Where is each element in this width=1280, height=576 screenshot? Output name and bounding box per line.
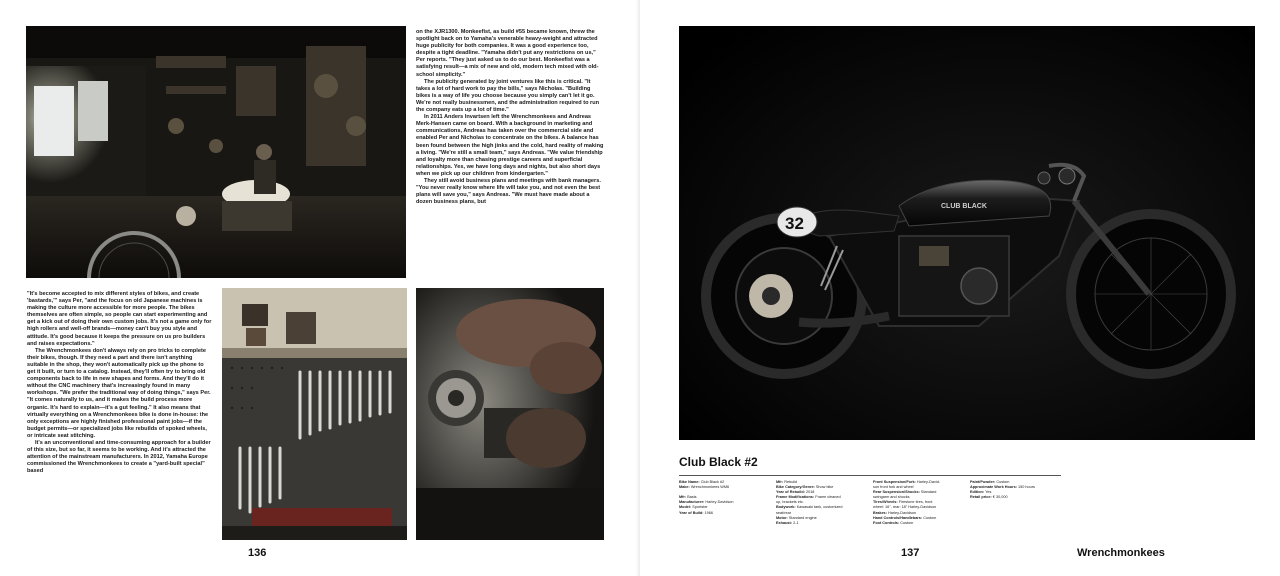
- spec-value: Standard: [920, 490, 937, 495]
- spec-value: 2-1: [793, 520, 799, 525]
- spec-value: Firestone tires, front: [898, 500, 933, 505]
- spec-value: € 30,000: [992, 495, 1008, 500]
- spec-label: Bike Category/Genre:: [776, 485, 816, 490]
- paragraph: "It's become accepted to mix different styles of bikes, and create 'bastards,'" says Per, "and the focus on old Japanese machines is making the culture more accessible for more people. The bikes themselves are often simple, so people can start experimenting and get a kick out of doing their own custom jobs. It's not a game only for high rollers and well-off brands—money can't buy you style and attitude. It's good because it keeps the pressure on us pro builders and raises expectations.": [27, 291, 212, 347]
- body-text-column-right: [416, 29, 604, 206]
- spec-row: [873, 521, 965, 526]
- spec-value: 2018: [805, 490, 815, 495]
- spec-value: Standard engine: [788, 515, 817, 520]
- spec-label: Mfr:: [776, 480, 785, 484]
- spec-label: Foot Controls:: [873, 520, 901, 525]
- spec-column: [970, 480, 1062, 500]
- spec-label: Frame Modifications:: [776, 495, 816, 500]
- spec-value: Rebuild: [784, 480, 798, 484]
- body-text-column-left: [27, 291, 213, 475]
- spec-value: 1966: [704, 510, 713, 515]
- spec-column: [776, 480, 868, 526]
- spec-value: wheel: 16", rear: 18" Harley-Davidson: [873, 505, 937, 510]
- spec-value: up, brackets etc.: [776, 500, 804, 505]
- spec-value: Yes: [985, 490, 992, 495]
- spec-value: seat/rear: [776, 510, 791, 515]
- spec-label: Edition:: [970, 490, 986, 495]
- workshop-photo: [26, 26, 406, 278]
- tank-lettering: CLUB BLACK: [941, 203, 987, 210]
- book-brand: Wrenchmonkees: [1077, 547, 1165, 559]
- spec-value: Wrenchmonkees WM6: [690, 485, 730, 490]
- motorcycle-photo: [679, 26, 1255, 440]
- caption-rule: [679, 475, 1061, 476]
- paragraph: The publicity generated by joint ventures like this is critical. "It takes a lot of hard work to pay the bills," says Nicholas. "Building bikes is a way of life you choose because you simply can't let it go. We're not really businessmen, and the administration required to run the company eats up a lot of time.": [416, 78, 600, 114]
- spec-value: Kawasaki tank, customized: [796, 505, 843, 510]
- spec-value: Custom: [996, 480, 1010, 484]
- spec-label: Tires/Wheels:: [873, 500, 899, 505]
- spec-value: swingarm and shocks: [873, 495, 910, 500]
- caption-title: Club Black #2: [679, 455, 758, 469]
- spec-label: Motor:: [776, 515, 789, 520]
- page-number-right: 137: [901, 547, 920, 559]
- spec-value: Custom: [900, 520, 914, 525]
- spec-label: Year of Build:: [679, 510, 705, 515]
- spec-value: Harley-Davidson: [705, 500, 734, 505]
- spec-value: Show bike: [815, 485, 834, 490]
- spec-value: 150 hours: [1018, 485, 1035, 490]
- spec-value: Basis: [687, 495, 697, 500]
- spec-value: Harley-Davidson: [888, 510, 917, 515]
- spec-label: Hand Controls/Handlebars:: [873, 515, 924, 520]
- spec-label: Model:: [679, 505, 693, 510]
- spec-label: Bike Name:: [679, 480, 701, 484]
- paragraph: In 2011 Anders Invartsen left the Wrenchmonkees and Andreas Merk-Hansen came on board. With a background in marketing and communications, Andreas has taken over the commercial side and enabled Per and Nicholas to concentrate on the bikes. A balance has been found between the high jinks and the cold, hard reality of making a living. "We're still a small team," says Andreas. "We value friendship and loyalty more than chasing prestige careers and superficial relationships. Yes, we have long days and nights, but also short days when we pick up our children from kindergarten.": [416, 114, 604, 177]
- spec-value: Club Black #2: [700, 480, 725, 484]
- spec-label: Manufacturer:: [679, 500, 706, 505]
- spec-label: Bodywork:: [776, 505, 797, 510]
- spec-row: [970, 495, 1062, 500]
- spec-label: Make:: [679, 485, 691, 490]
- race-number: 32: [785, 214, 804, 233]
- spec-row: [679, 511, 771, 516]
- spec-label: Brakes:: [873, 510, 888, 515]
- spec-label: Exhaust:: [776, 520, 794, 525]
- spec-label: Front Suspension/Fork:: [873, 480, 917, 484]
- spec-label: Retail price:: [970, 495, 993, 500]
- spec-label: Rear Suspension/Shocks:: [873, 490, 921, 495]
- spec-label: Mfr:: [679, 495, 688, 500]
- spec-value: Sportster: [692, 505, 708, 510]
- spec-label: Year of Rebuild:: [776, 490, 806, 495]
- spec-column: [873, 480, 965, 526]
- spec-value: Custom: [923, 515, 937, 520]
- page-number-left: 136: [248, 547, 267, 559]
- paragraph: They still avoid business plans and meetings with bank managers. "You never really know where life will take you, and not even the best plans will save you," says Andreas. "We must have made about a dozen business plans, but: [416, 177, 601, 206]
- spec-value: son front fork and wheel: [873, 485, 914, 490]
- right-page: [640, 0, 1280, 576]
- paragraph: on the XJR1300. Monkeefist, as build #55 became known, threw the spotlight back on to Yamaha's venerable heavy-weight and attracted huge publicity for both companies. It was a good experience too, despite a tight deadline. "Yamaha didn't put any restrictions on us," Per reports. "They just asked us to do our best. Monkeefist was a satisfying result—a mix of new and old, modern tech mixed with old-school simplicity.": [416, 29, 599, 78]
- spec-value: Frame cleaned: [815, 495, 841, 500]
- paragraph: It's an unconventional and time-consuming approach for a builder of this size, but so far, it seems to be working. And it's attracted the attention of the mainstream manufacturers. In 2012, Yamaha Europe commissioned the Wrenchmonkees to create a "yard-built special" based: [27, 439, 211, 475]
- tool-wall-photo: [222, 288, 407, 540]
- paragraph: The Wrenchmonkees don't always rely on pro tricks to complete their bikes, though. If they need a part and there isn't anything suitable in the shop, they won't automatically pick up the phone to get it built, or turn to a catalog. Instead, they'll often try to bring old components back to life in new shapes and forms. And they'll do it without the CNC machinery that's increasingly found in many workshops. "We prefer the traditional way of doing things," says Per. "It comes naturally to us, and it makes the build process more organic. It's hard to explain—it's a gut feeling." It also means that virtually everything on a Wrenchmonkees bike is done in-house: the only exceptions are highly finished professional paint jobs—if the budget permits—or specialized jobs like rebuilds of spoked wheels, or intricate seat stitching.: [27, 347, 211, 439]
- spec-row: [776, 521, 868, 526]
- spec-value: Harley-David-: [916, 480, 941, 484]
- spec-label: Paint/Powder:: [970, 480, 997, 484]
- spec-label: Approximate Work Hours:: [970, 485, 1019, 490]
- grinder-photo: [416, 288, 604, 540]
- spec-column: [679, 480, 771, 516]
